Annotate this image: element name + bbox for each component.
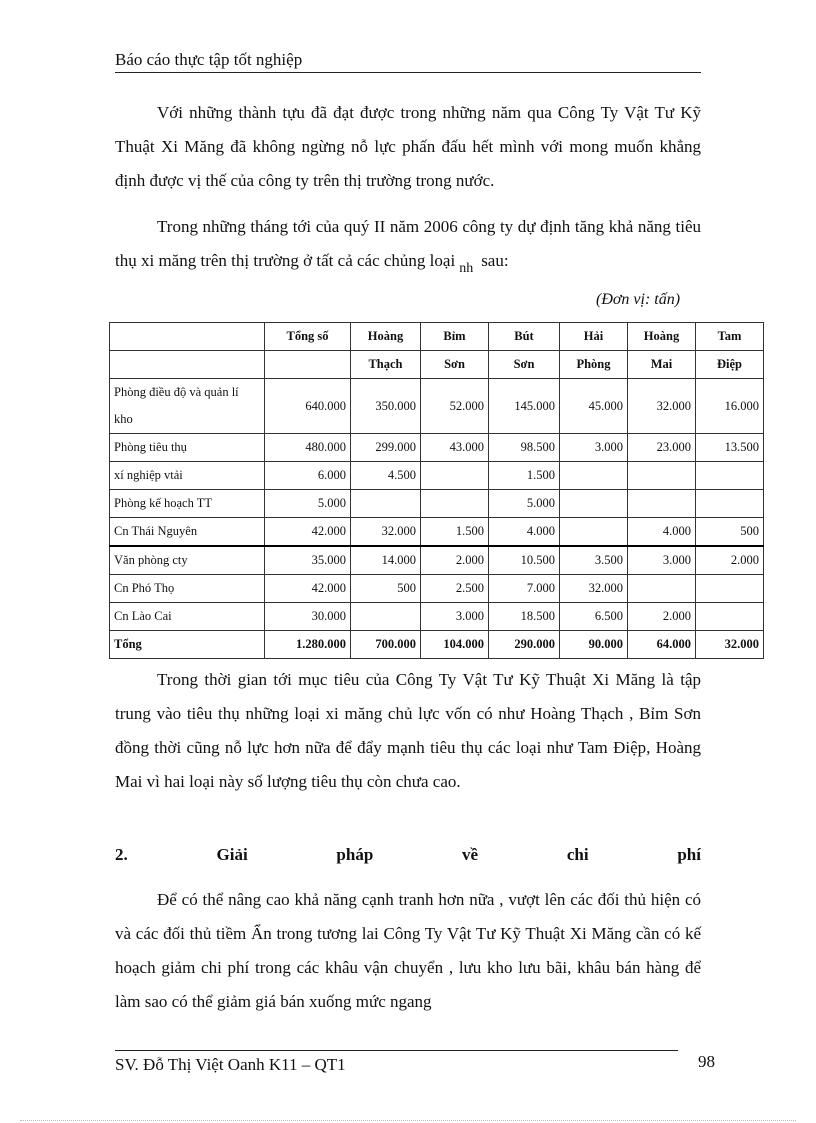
value-cell: Hoàng [628, 323, 696, 351]
value-cell: 3.000 [628, 546, 696, 575]
value-cell: 299.000 [351, 434, 421, 462]
value-cell: Hoàng [351, 323, 421, 351]
value-cell: 30.000 [265, 603, 351, 631]
value-cell [696, 603, 764, 631]
value-cell: 45.000 [560, 379, 628, 434]
value-cell: Điệp [696, 351, 764, 379]
row-label-cell: xí nghiệp vtải [110, 462, 265, 490]
table-row [110, 434, 764, 462]
value-cell: 10.500 [489, 546, 560, 575]
row-label-cell [110, 323, 265, 351]
unit-label: (Đơn vị: tấn) [596, 291, 681, 308]
value-cell [421, 490, 489, 518]
table-row [110, 603, 764, 631]
value-cell: 4.000 [628, 518, 696, 547]
value-cell: 104.000 [421, 631, 489, 659]
value-cell: 2.500 [421, 575, 489, 603]
value-cell: 3.000 [421, 603, 489, 631]
value-cell: 5.000 [265, 490, 351, 518]
table-row [110, 518, 764, 547]
value-cell: Thạch [351, 351, 421, 379]
value-cell: 18.500 [489, 603, 560, 631]
value-cell: 42.000 [265, 518, 351, 547]
value-cell: 145.000 [489, 379, 560, 434]
value-cell: 350.000 [351, 379, 421, 434]
value-cell: 4.000 [489, 518, 560, 547]
value-cell [696, 462, 764, 490]
row-label-cell: Phòng tiêu thụ [110, 434, 265, 462]
value-cell [351, 603, 421, 631]
value-cell: 500 [351, 575, 421, 603]
value-cell [351, 490, 421, 518]
value-cell: 640.000 [265, 379, 351, 434]
consumption-plan-table [109, 322, 764, 659]
value-cell: 32.000 [351, 518, 421, 547]
value-cell: 3.000 [560, 434, 628, 462]
heading-word: Giải [216, 845, 248, 864]
value-cell: 32.000 [628, 379, 696, 434]
value-cell: 98.500 [489, 434, 560, 462]
value-cell: 6.000 [265, 462, 351, 490]
table-row [110, 575, 764, 603]
value-cell: 480.000 [265, 434, 351, 462]
footer-author: SV. Đỗ Thị Việt Oanh K11 – QT1 [115, 1055, 346, 1074]
value-cell: 4.500 [351, 462, 421, 490]
table-row [110, 546, 764, 575]
value-cell [696, 575, 764, 603]
row-label-cell: Tổng [110, 631, 265, 659]
value-cell: 42.000 [265, 575, 351, 603]
value-cell [560, 490, 628, 518]
row-label-cell [110, 351, 265, 379]
value-cell: 700.000 [351, 631, 421, 659]
value-cell: 2.000 [421, 546, 489, 575]
row-label-cell: Cn Lào Cai [110, 603, 265, 631]
heading-word: phí [677, 845, 701, 864]
value-cell: Hải [560, 323, 628, 351]
page-edge-dotted-line [20, 1120, 796, 1121]
value-cell: 64.000 [628, 631, 696, 659]
heading-word: pháp [336, 845, 374, 864]
table-total-row [110, 631, 764, 659]
value-cell: 1.500 [421, 518, 489, 547]
value-cell: 35.000 [265, 546, 351, 575]
value-cell: Sơn [489, 351, 560, 379]
value-cell [421, 462, 489, 490]
value-cell [560, 462, 628, 490]
value-cell: Bút [489, 323, 560, 351]
value-cell [265, 351, 351, 379]
value-cell: 23.000 [628, 434, 696, 462]
row-label-cell: Cn Thái Nguyên [110, 518, 265, 547]
heading-word: chi [566, 845, 589, 864]
value-cell: 32.000 [560, 575, 628, 603]
value-cell [628, 490, 696, 518]
heading-word: về [462, 845, 479, 864]
value-cell: 7.000 [489, 575, 560, 603]
value-cell [628, 575, 696, 603]
paragraph-plan-subscript: nh [459, 261, 474, 276]
heading-word: 2. [115, 845, 128, 864]
value-cell: 290.000 [489, 631, 560, 659]
row-label-cell: Cn Phó Thọ [110, 575, 265, 603]
value-cell: 6.500 [560, 603, 628, 631]
row-label-cell: Phòng kế hoạch TT [110, 490, 265, 518]
value-cell: 52.000 [421, 379, 489, 434]
value-cell: 2.000 [696, 546, 764, 575]
table-row [110, 379, 764, 434]
value-cell: 500 [696, 518, 764, 547]
value-cell [628, 462, 696, 490]
paragraph-plan [115, 210, 701, 280]
value-cell: 1.500 [489, 462, 560, 490]
row-label-cell: Phòng điều độ và quản lí kho [110, 379, 265, 434]
paragraph-cost-solution: Để có thể nâng cao khả năng cạnh tranh hơn nữa , vượt lên các đối thủ hiện có và các đối thủ tiềm Ẩn trong tương lai Công Ty Vật Tư Kỹ Thuật Xi Măng cần có kế hoạch giảm chi phí trong các khâu vận chuyển , lưu kho lưu bãi, khâu bán hàng để làm sao có thể giảm giá bán xuống mức ngang [115, 890, 701, 1011]
value-cell: 5.000 [489, 490, 560, 518]
value-cell: 1.280.000 [265, 631, 351, 659]
table-header-row [110, 323, 764, 351]
value-cell: Mai [628, 351, 696, 379]
value-cell: 13.500 [696, 434, 764, 462]
value-cell: Sơn [421, 351, 489, 379]
value-cell: 43.000 [421, 434, 489, 462]
page-number: 98 [698, 1052, 715, 1071]
value-cell [696, 490, 764, 518]
value-cell: 2.000 [628, 603, 696, 631]
paragraph-plan-end: sau: [481, 251, 509, 270]
value-cell: Phòng [560, 351, 628, 379]
footer-divider [115, 1050, 678, 1051]
value-cell: Tam [696, 323, 764, 351]
value-cell: 16.000 [696, 379, 764, 434]
paragraph-goals: Trong thời gian tới mục tiêu của Công Ty Vật Tư Kỹ Thuật Xi Măng là tập trung vào tiêu thụ những loại xi măng chủ lực vốn có như Hoàng Thạch , Bỉm Sơn đồng thời cũng nỗ lực hơn nữa để đẩy mạnh tiêu thụ các loại như Tam Điệp, Hoàng Mai vì hai loại này số lượng tiêu thụ còn chưa cao. [115, 670, 701, 791]
value-cell: 90.000 [560, 631, 628, 659]
row-label-cell: Văn phòng cty [110, 546, 265, 575]
table-row [110, 462, 764, 490]
paragraph-achievements: Với những thành tựu đã đạt được trong những năm qua Công Ty Vật Tư Kỹ Thuật Xi Măng đã không ngừng nỗ lực phấn đấu hết mình với mong muốn khẳng định được vị thế của công ty trên thị trường trong nước. [115, 103, 701, 190]
table-header-row [110, 351, 764, 379]
value-cell: 32.000 [696, 631, 764, 659]
value-cell: Bỉm [421, 323, 489, 351]
running-header: Báo cáo thực tập tốt nghiệp [115, 50, 701, 73]
value-cell [560, 518, 628, 547]
paragraph-plan-text: Trong những tháng tới của quý II năm 2006 công ty dự định tăng khả năng tiêu thụ xi măng trên thị trường ở tất cả các chủng loại [115, 217, 701, 270]
value-cell: 3.500 [560, 546, 628, 575]
table-row [110, 490, 764, 518]
section-heading [115, 845, 701, 865]
value-cell: 14.000 [351, 546, 421, 575]
value-cell: Tổng số [265, 323, 351, 351]
